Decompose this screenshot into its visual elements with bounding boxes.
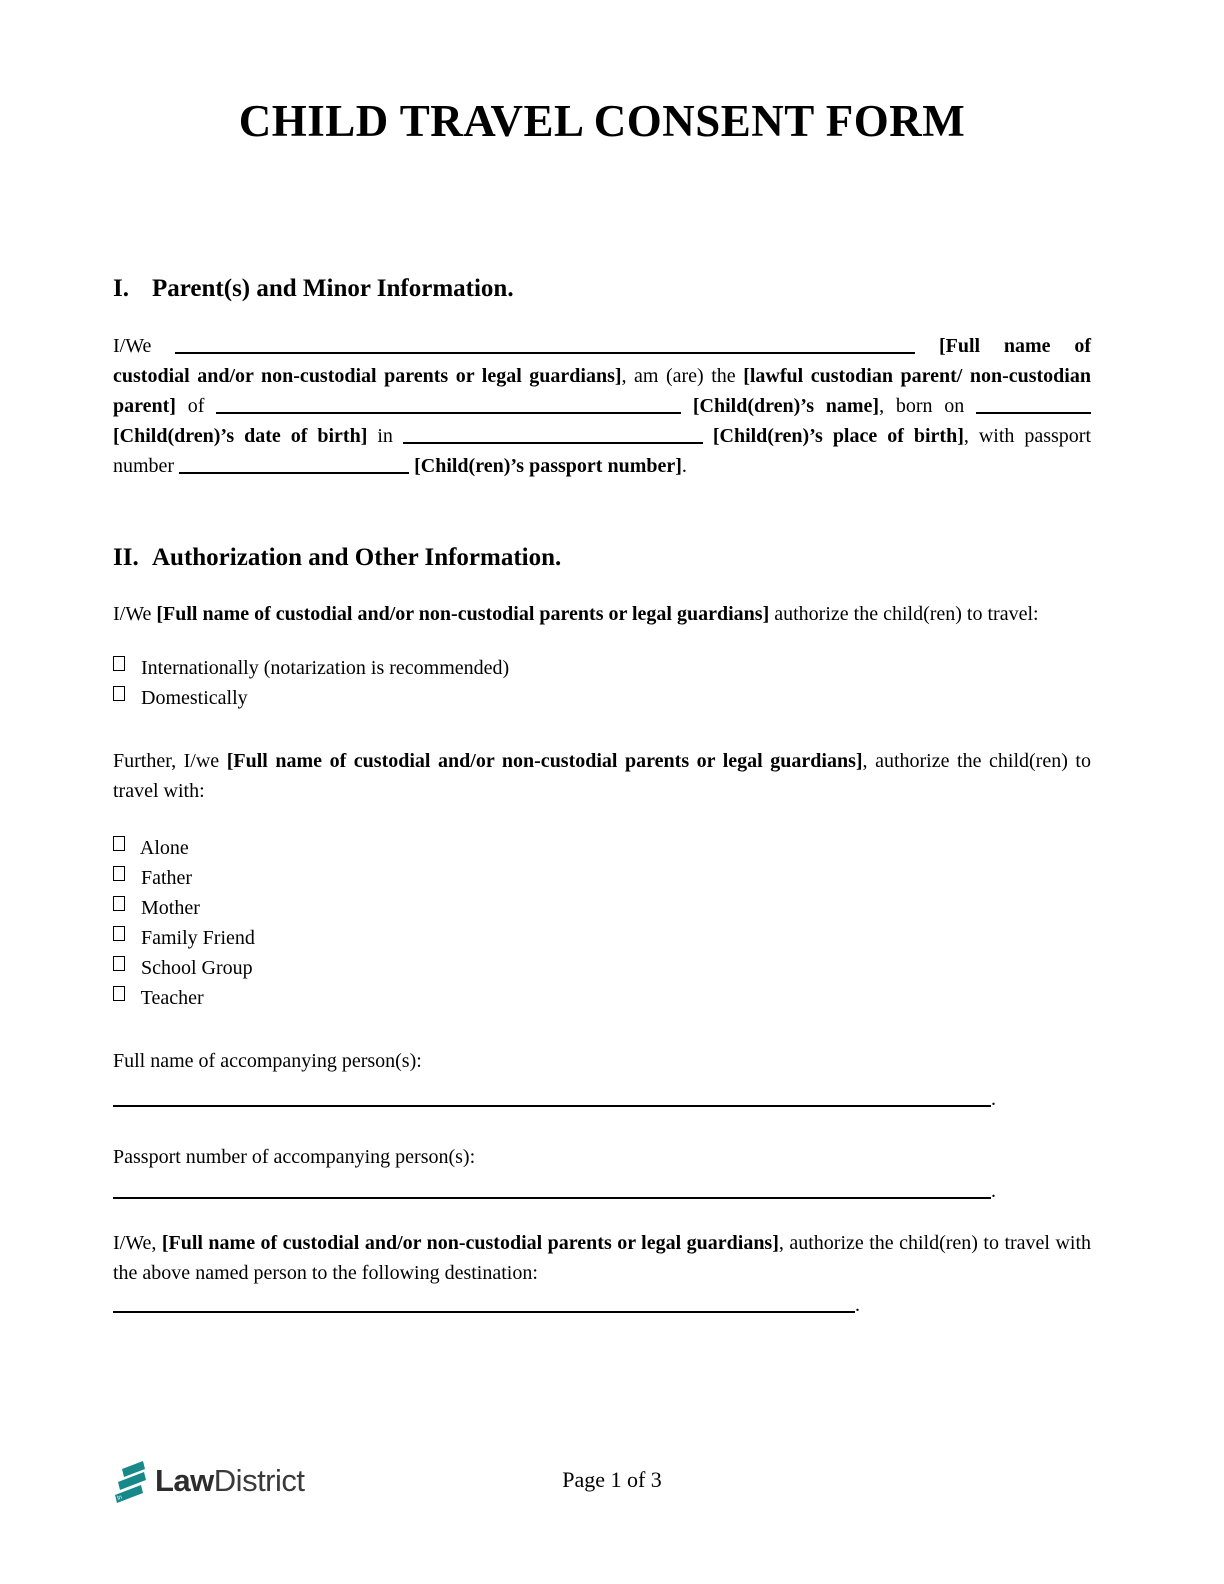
text-run: , am (are) the xyxy=(621,365,744,387)
checkbox-domestically[interactable] xyxy=(113,686,125,701)
checkbox-label: Family Friend xyxy=(141,927,255,949)
checkbox-family-friend[interactable] xyxy=(113,926,125,941)
period: . xyxy=(855,1294,860,1316)
logo-district: District xyxy=(213,1463,305,1498)
placeholder-bold-text: [Child(dren)’s date of birth] xyxy=(113,425,368,447)
checkbox-label: Alone xyxy=(139,837,189,859)
accompanying-name-blank[interactable] xyxy=(113,1087,991,1107)
destination-blank[interactable] xyxy=(113,1293,855,1313)
text-run: , with passport number xyxy=(113,425,1092,477)
lawdistrict-logo-text xyxy=(155,1463,305,1499)
checkbox-father[interactable] xyxy=(113,866,125,881)
placeholder-bold-text: [Full name of custodial and/or non-custodial parents or legal guardians] xyxy=(156,603,770,625)
destination-blank-row xyxy=(113,1290,1091,1320)
text-run xyxy=(703,425,713,447)
placeholder-bold-text: [Child(ren)’s place of birth] xyxy=(712,425,964,447)
checkbox-mother[interactable] xyxy=(113,896,125,911)
placeholder-bold-text: [Full name of custodial and/or non-custodial parents or legal guardians] xyxy=(161,1232,779,1254)
checkbox-label: Father xyxy=(141,867,193,889)
fill-in-blank[interactable] xyxy=(175,334,915,354)
logo-law: Law xyxy=(155,1463,214,1498)
document-title: CHILD TRAVEL CONSENT FORM xyxy=(238,96,966,146)
placeholder-bold-text: [lawful custodian parent/ non-custodian parent] xyxy=(113,365,1091,417)
fill-in-blank[interactable] xyxy=(179,454,409,474)
placeholder-bold-text: [Full name of custodial and/or non-custodial parents or legal guardians] xyxy=(226,750,863,772)
placeholder-bold-text: [Child(ren)’s passport number] xyxy=(414,455,682,477)
text-run: , authorize the child(ren) to travel with the above named person to the following destination: xyxy=(113,1232,1092,1284)
checkbox-label: School Group xyxy=(141,957,253,979)
lawdistrict-logo xyxy=(110,1457,305,1505)
section-2-heading xyxy=(113,541,1091,575)
checkbox-label: Mother xyxy=(141,897,200,919)
section-2-number: II. xyxy=(113,544,139,571)
period: . xyxy=(991,1088,996,1110)
accompanying-name-label: Full name of accompanying person(s): xyxy=(113,1050,422,1072)
accompanying-passport-blank-row xyxy=(113,1176,1091,1206)
checkbox-internationally[interactable] xyxy=(113,656,125,671)
accompanying-name-blank-row xyxy=(113,1084,1091,1114)
text-run xyxy=(681,395,693,417)
text-run xyxy=(915,335,939,357)
authorize-paragraph xyxy=(113,599,1091,629)
text-run: Further, I/we xyxy=(113,750,227,772)
list-item xyxy=(113,833,1091,863)
list-item xyxy=(113,983,1091,1013)
document-content xyxy=(113,0,1091,1320)
checkbox-teacher[interactable] xyxy=(113,986,125,1001)
destination-paragraph xyxy=(113,1228,1091,1288)
section-1-number: I. xyxy=(113,275,129,302)
checkbox-label: Internationally (notarization is recommended) xyxy=(141,657,510,679)
placeholder-bold-text: [Child(dren)’s name] xyxy=(692,395,880,417)
list-item xyxy=(113,653,1091,683)
list-item xyxy=(113,683,1091,713)
list-item xyxy=(113,923,1091,953)
travel-options-list xyxy=(113,653,1091,713)
period: . xyxy=(991,1180,996,1202)
fill-in-blank[interactable] xyxy=(403,424,703,444)
svg-text:ln: ln xyxy=(116,1494,124,1502)
checkbox-label: Teacher xyxy=(140,987,204,1009)
checkbox-school-group[interactable] xyxy=(113,956,125,971)
page-footer xyxy=(0,1455,1224,1525)
text-run: , born on xyxy=(879,395,976,417)
text-run: of xyxy=(175,395,217,417)
accompanying-passport-blank[interactable] xyxy=(113,1179,991,1199)
further-paragraph xyxy=(113,746,1091,806)
section-1-heading xyxy=(113,272,1091,306)
fill-in-blank[interactable] xyxy=(976,394,1091,414)
companion-options-list xyxy=(113,833,1091,1013)
text-run: . xyxy=(681,455,687,477)
intro-paragraph xyxy=(113,331,1091,481)
text-run: I/We xyxy=(113,335,176,357)
list-item xyxy=(113,893,1091,923)
text-run: in xyxy=(367,425,403,447)
text-run: I/We, xyxy=(113,1232,162,1254)
checkbox-alone[interactable] xyxy=(113,836,125,851)
text-run: , authorize the child(ren) to travel with: xyxy=(113,750,1091,802)
list-item xyxy=(113,863,1091,893)
list-item xyxy=(113,953,1091,983)
page-number: Page 1 of 3 xyxy=(562,1467,662,1492)
placeholder-bold-text: [Full name of custodial and/or non-custodial parents or legal guardians] xyxy=(113,335,1091,387)
section-1-heading-text: Parent(s) and Minor Information. xyxy=(152,275,514,302)
text-run: I/We xyxy=(113,603,157,625)
section-2-heading-text: Authorization and Other Information. xyxy=(152,544,562,571)
lawdistrict-logo-icon xyxy=(110,1457,150,1505)
fill-in-blank[interactable] xyxy=(216,394,681,414)
accompanying-passport-label: Passport number of accompanying person(s): xyxy=(113,1146,476,1168)
text-run: authorize the child(ren) to travel: xyxy=(769,603,1039,625)
checkbox-label: Domestically xyxy=(141,687,248,709)
